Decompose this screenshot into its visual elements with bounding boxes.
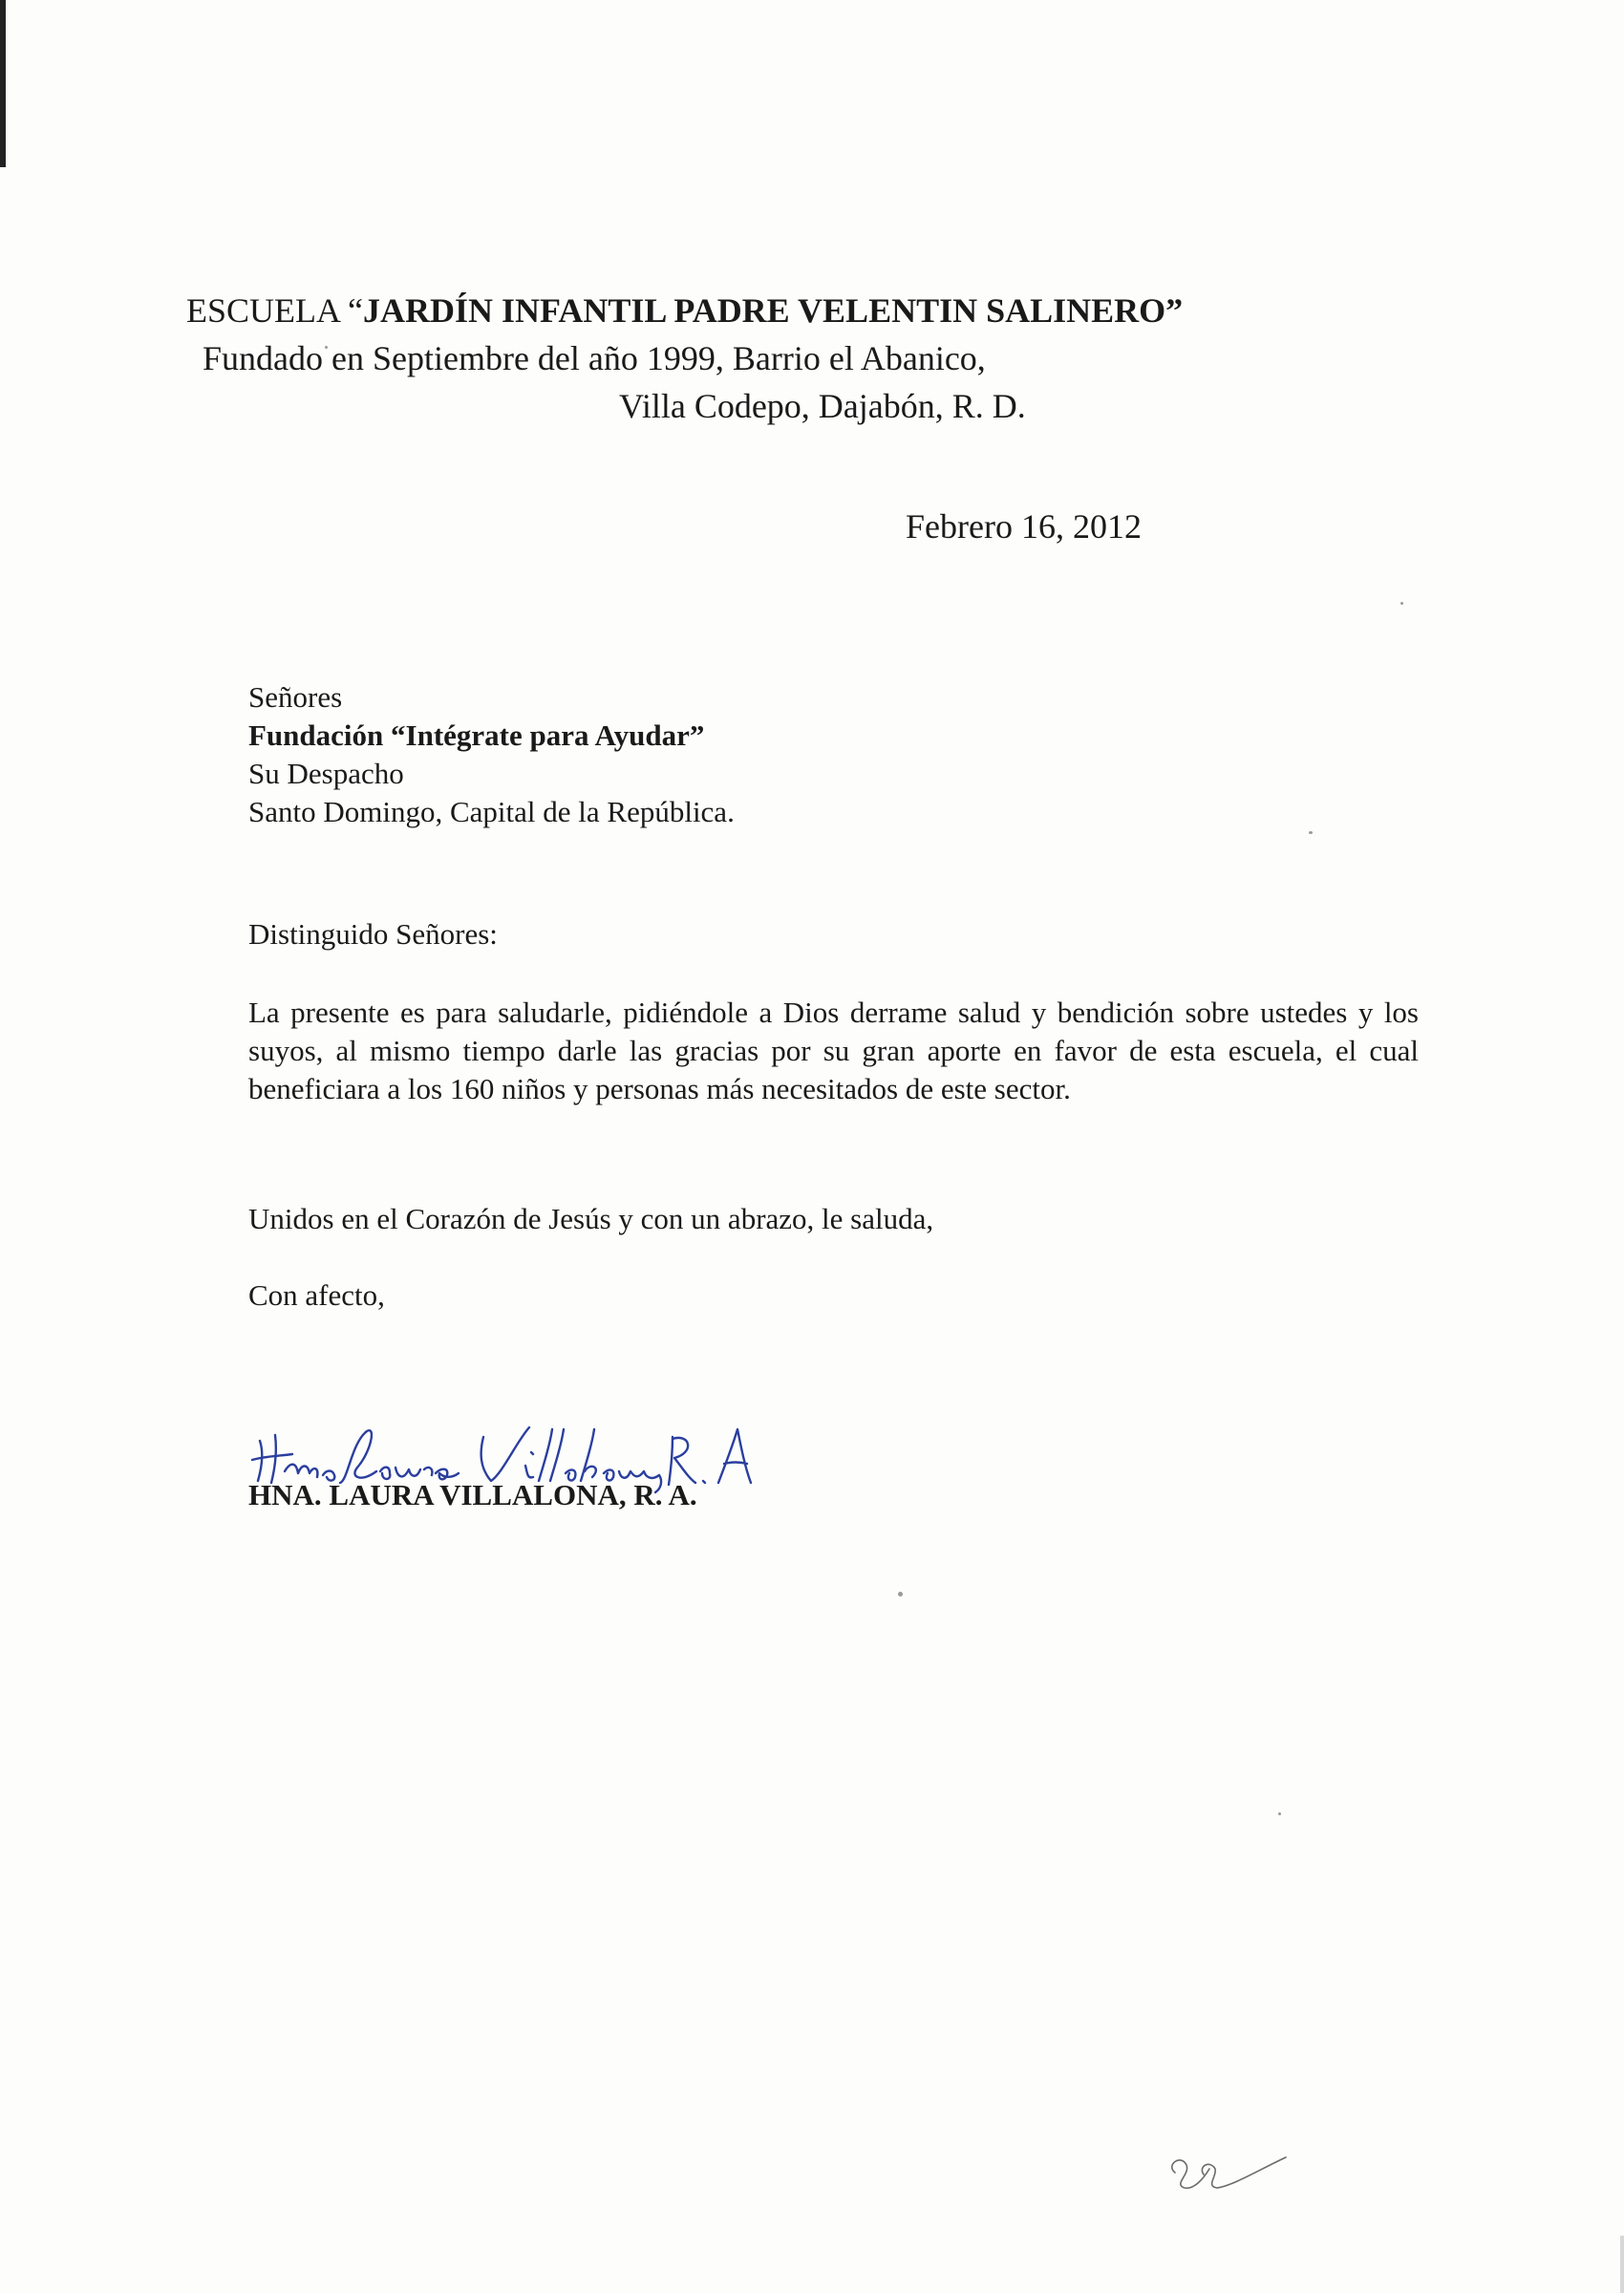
paper-speck [898,1592,903,1597]
closing-line: Unidos en el Corazón de Jesús y con un abrazo, le saluda, [248,1202,934,1235]
signer-name: HNA. LAURA VILLALONA, R. A. [248,1478,697,1511]
scan-edge-shadow [1620,2236,1624,2293]
letterhead [0,287,1624,430]
recipient-title: Señores [248,680,343,714]
closing-word: Con afecto, [248,1278,385,1312]
salutation: Distinguido Señores: [248,917,498,951]
letter-body: La presente es para saludarle, pidiéndole a Dios derrame salud y bendición sobre ustedes y los suyos, al mismo tiempo darle las gracias por su gran aporte en favor de esta escuela, el cual beneficiara a los 160 niños y personas más necesitados de este sector. [248,996,1419,1105]
letterhead-founded: Fundado en Septiembre del año 1999, Barrio el Abanico, [203,339,986,377]
recipient-block [248,678,735,831]
letter-date: Febrero 16, 2012 [906,507,1142,546]
recipient-office: Su Despacho [248,757,404,790]
scan-edge-mark [0,0,6,167]
letterhead-location: Villa Codepo, Dajabón, R. D. [619,387,1026,425]
paper-speck [1278,1812,1281,1815]
recipient-organization: Fundación “Intégrate para Ayudar” [248,718,705,752]
paper-speck [1400,602,1403,605]
letterhead-school-prefix: ESCUELA “ [186,291,363,330]
letterhead-school-name: JARDÍN INFANTIL PADRE VELENTIN SALINERO” [363,291,1184,330]
recipient-city: Santo Domingo, Capital de la República. [248,795,735,828]
paper-speck [1309,831,1313,834]
letterhead-school-line [0,287,1624,334]
handwritten-initials [1156,2140,1290,2197]
